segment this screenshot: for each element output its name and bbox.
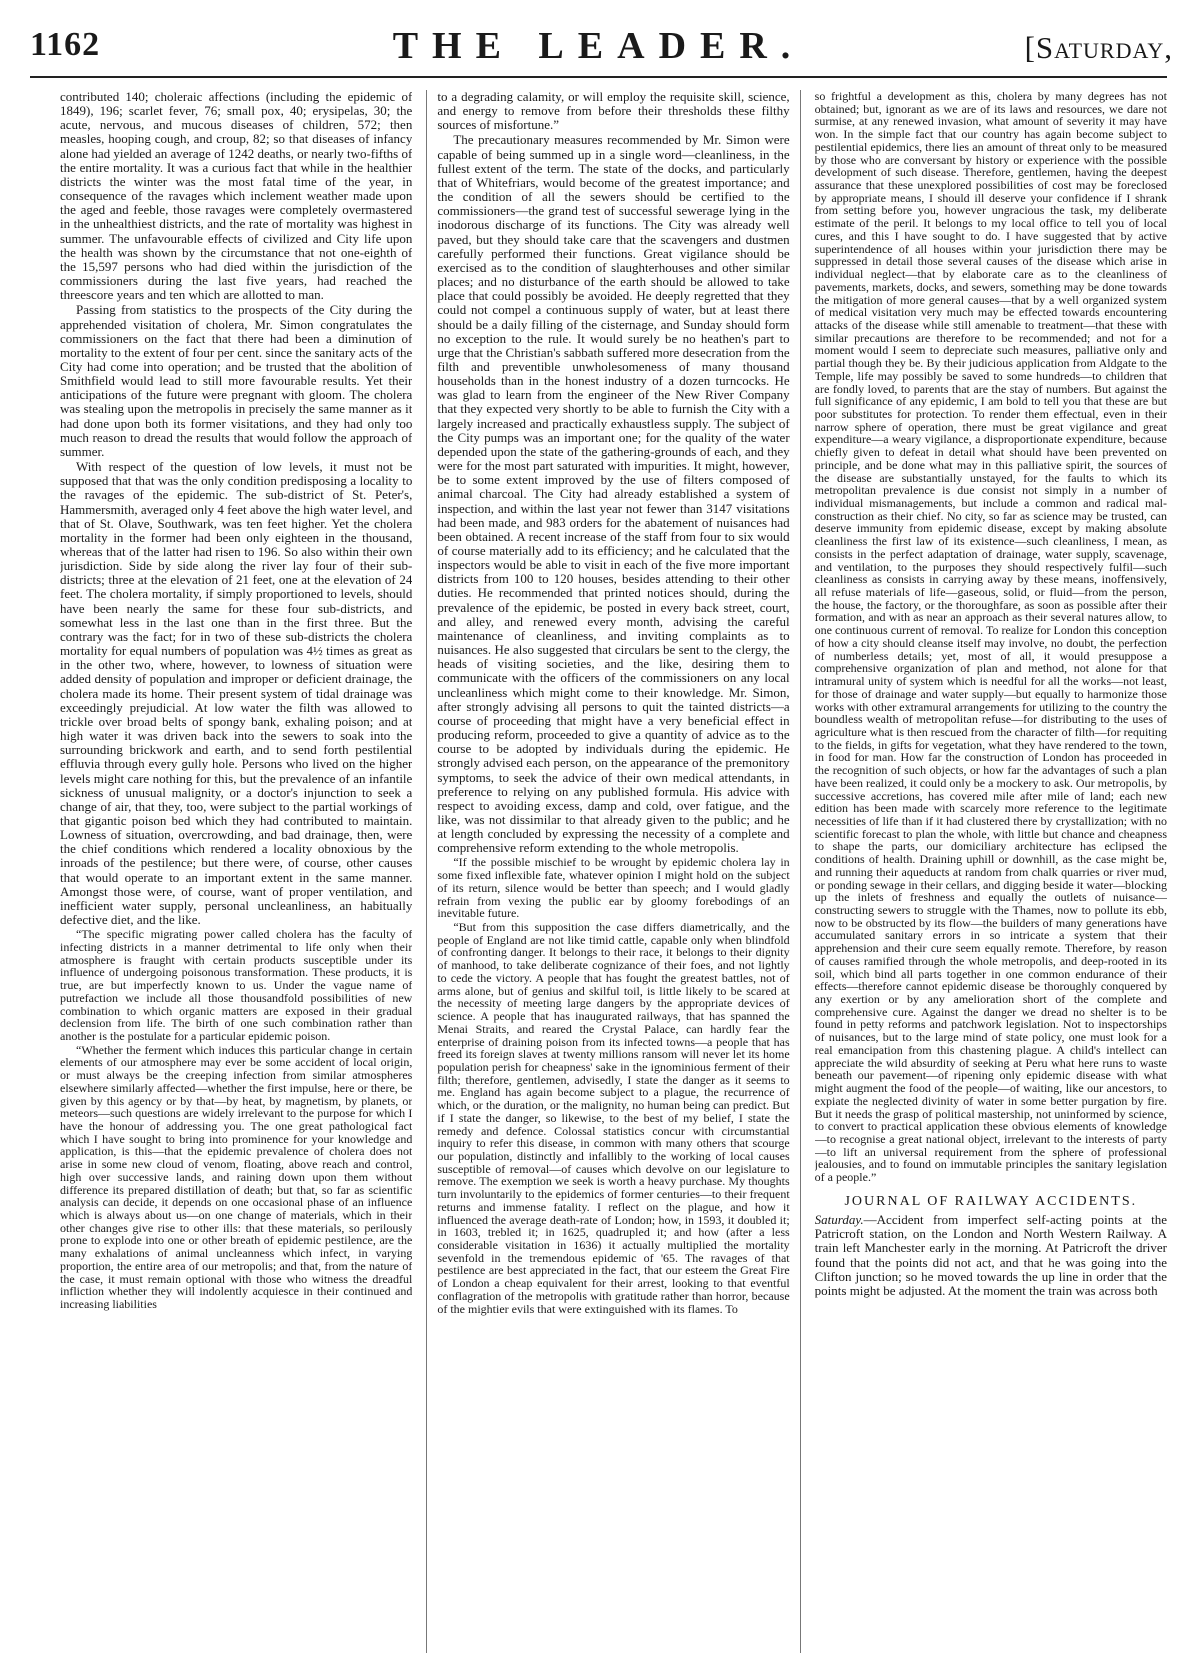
quote-paragraph: so frightful a development as this, cholera by many degrees has not obtained; but, ignorant as we are of its laws and resources, we dare not surmise, at any renewed invasion, what amount of severity it may have won. In the simple fact that our country has again become subject to pestilential epidemics, there lies an amount of threat only to be measured by those who are conversant by history or experience with the possible development of such disease. Therefore, gentlemen, having the deepest assurance that these unexplored possibilities of cost may be foreclosed by appropriate means, I should ill deserve your confidence if I shrank from setting before you, however ungracious the task, my deliberate estimate of the peril. It belongs to my local office to tell you of local cures, and this I have sought to do. I have suggested that by active superintendence of all houses within your jurisdiction there may be suppressed in detail those several causes of the disease which arise in individual neglect—that by elaborate care as to the cleanliness of pavements, markets, docks, and sewers, something may be done towards the mitigation of more general causes—that by a well organized system of medical visitation very much may be effected towards encountering attacks of the disease while still amenable to treatment—that these with similar precautions are therefore to be recommended; and not for a moment would I seem to depreciate such measures, palliative only and partial though they be. By their judicious application from Aldgate to the Temple, life may possibly be saved to some hundreds—to children that are fondly loved, to parents that are the stay of numbers. But against the full significance of any epidemic, I am bold to tell you that these are but poor substitutes for protection. To render them effectual, even in their narrow sphere of operation, there must be great vigilance and great expenditure—a weary vigilance, a disproportionate expenditure, because chiefly given to defeat in detail what should have been prevented on principle, and be done what may in this palliative spirit, the sources of the disease are substantially unstayed, for the faults to which its metropolitan prevalence is due consist not simply in a number of individual mismanagements, but include a common and radical mal-construction as their chief. No city, so far as science may be trusted, can deserve immunity from epidemic disease, except by making absolute cleanliness the first law of its existence—such cleanliness, I mean, as consists in the perfect adaptation of drainage, water supply, scavenage, and ventilation, to the purposes they should respectively fulfil—such cleanliness as consists in carrying away by these means, inoffensively, all refuse materials of life—gaseous, solid, or fluid—from the person, the house, the factory, or the thoroughfare, as soon as possible after their formation, and with as near an approach as their several natures allow, to one continuous current of removal. To realize for London this conception of how a city should cleanse itself may involve, no doubt, the perfection of numberless details; yet, most of all, it would presuppose a comprehensive organization of plan and method, not alone for that intramural unity of system which is needful for all the works—not least, for those of drainage and water supply—but equally to harmonize those works with other extramural arrangements for utilizing to the country the boundless wealth of metropolitan refuse—for distributing to the uses of agriculture what is then rescued from the character of filth—for requiting to the fields, in gifts for vegetation, what they have rendered to the town, in food for man. How far the construction of London has proceeded in the recognition of such objects, or how far the advantages of such a plan have been realized, it could only be a mockery to ask. Our metropolis, by successive accretions, has covered mile after mile of land; each new edition has been made with scarcely more reference to the legitimate necessities of life than if it had clustered there by crystallization; with no scientific forecast to plan the whole, with little but chance and cheapness to shape the parts, our domiciliary architecture has eclipsed the conditions of health. Draining uphill or downhill, as the case might be, and running their aqueducts at random from chalk quarries or river mud, or ponding sewage in their cellars, and digging beside it water—blocking up the inlets of freshness and equally the outlets of nuisance—constructing sewers to struggle with the Thames, now to pollute its ebb, now to be obstructed by its flow—the builders of many generations have accumulated sanitary errors in so intricate a system that their apprehension and their cure seem equally remote. Therefore, by reason of causes ramified through the whole metropolis, and deep-rooted in its soil, which bind all parts together in one common endurance of their effects—therefore cannot epidemic disease be thoroughly conquered by any exertion or by any amelioration short of the complete and comprehensive cure. Against the danger we dread no shelter is to be found in petty reforms and patchwork legislation. Not to inspectorships of nuisances, but to the large mind of state policy, one must look for a real emancipation from this chastening plague. A child's intellect can appreciate the wild absurdity of seeking at Peru what here runs to waste beneath our pavement—of ripening only epidemic disease with what might augment the food of the people—of waiting, like our ancestors, to expiate the neglected divinity of water in some better purgation by fire. But it needs the grasp of political mastership, not uninformed by science, to convert to practical application these obvious elements of knowledge—to recognise a great national object, irrelevant to the interests of party—to lift an universal requirement from the sphere of professional jealousies, and to found on immutable principles the sanitary legislation of a people.” [814,90,1167,1185]
railway-paragraph [815,1213,1167,1298]
quote-paragraph: “If the possible mischief to be wrought by epidemic cholera lay in some fixed inflexible fate, whatever opinion I might hold on the subject of its return, silence would be better than speech; and I would gladly refrain from vexing the public ear by gloomy forebodings of an inevitable future. [437,855,790,921]
paragraph: The precautionary measures recommended by Mr. Simon were capable of being summed up in a single word—cleanliness, in the fullest extent of the term. The state of the docks, and particularly that of Whitefriars, would become of the greatest importance; and the condition of all the sewers should be certified to the commissioners—the grand test of successful sewerage lying in the inodorous discharge of its functions. The City was already well paved, but they should take care that the scavengers and dustmen carefully performed their functions. Great vigilance should be exercised as to the condition of slaughterhouses and other similar places; and no disturbance of the earth should be allowed to take place that could possibly be avoided. He deeply regretted that they could not compel a continuous supply of water, but at least there should be a daily filling of the cisternage, and Sunday should form no exception to the rule. It would surely be no heathen's part to urge that the Christian's sabbath suffered more desecration from the filth and preventible unwholesomeness of many thousand households than in the honest industry of a dozen turncocks. He was glad to learn from the engineer of the New River Company that they expected very shortly to be able to furnish the City with a largely increased and practically exhaustless supply. The subject of the City pumps was an important one; for the quality of the water depended upon the state of the gathering-grounds of each, and they were for the most part saturated with impurities. It might, however, be to some extent improved by the use of filters composed of animal charcoal. The City had already established a system of inspection, and within the last year not fewer than 3147 visitations had been made, and 983 orders for the abatement of nuisances had been obtained. A recent increase of the staff from four to six would of course materially add to its efficiency; and he calculated that the inspectors would be able to visit in each of the five more important districts from 100 to 120 houses, besides attending to their other duties. He recommended that printed notices should, during the prevalence of the epidemic, be posted in every back street, court, and alley, and renewed every month, advising the careful maintenance of cleanliness, and inviting complaints as to nuisances. He also suggested that circulars be sent to the clergy, the heads of visiting societies, and the like, desiring them to communicate with the officers of the commissioners on any local uncleanliness which might come to their knowledge. Mr. Simon, after strongly advising all persons to quit the tainted districts—a course of proceeding that might have a very beneficial effect in producing reform, proceeded to give a quantity of advice as to the course to be adopted by individuals during the epidemic. He strongly advised each person, on the appearance of the premonitory symptoms, to seek the advice of their own medical attendants, in preference to relying on any published formula. His advice with respect to avoiding excess, damp and cold, over fatigue, and the like, was not dissimilar to that already given to the public; and he at length concluded by expressing the necessity of a complete and comprehensive reform extending to the whole metropolis. [437,132,790,856]
railway-lead: Saturday. [814,1212,864,1228]
column-left [60,90,412,1653]
page-header [24,0,1173,78]
paragraph: With respect of the question of low levels, it must not be supposed that that was the only condition predisposing a locality to the ravages of the epidemic. The sub-district of St. Peter's, Hammersmith, averaged only 4 feet above the high water level, and that of St. Olave, Southwark, was ten feet higher. Yet the cholera mortality in the former had been only eighteen in the thousand, whereas that of the latter had risen to 196. So also within their own jurisdiction. Side by side along the river lay four of their sub-districts; three at the elevation of 21 feet, one at the elevation of 24 feet. The cholera mortality, if simply proportioned to levels, should have been nearly the same for these four sub-districts, and somewhat less in the last one than in the first three. But the contrary was the fact; for in two of these sub-districts the cholera mortality for equal numbers of population was 4½ times as great as in the other two, where, however, to lowness of situation were added density of population and improper or deficient drainage, the cholera made its home. Their present system of tidal drainage was exceedingly prejudicial. At low water the filth was allowed to trickle over broad belts of spongy bank, exhaling poison; and at high water it was driven back into the sewers to soak into the surrounding brickwork and earth, and to send forth pestilential effluvia through every gully hole. Persons who lived on the higher levels might care nothing for this, but the prevalence of an infantile sickness of unusual malignity, or a doctor's injunction to seek a change of air, that they, too, were subject to the partial workings of that gigantic poison bed which they had contributed to maintain. Lowness of situation, overcrowding, and bad drainage, then, were the chief conditions which rendered a locality obnoxious by the inroads of the pestilence; but there were, of course, other causes that would operate to an important extent in the same manner. Amongst those were, of course, want of proper ventilation, and inefficient water supply, personal uncleanliness, an habitually defective diet, and the like. [60,459,413,928]
column-right [815,90,1167,1653]
paragraph: contributed 140; choleraic affections (including the epidemic of 1849), 196; scarlet fever, 76; small pox, 40; erysipelas, 30; the acute, nervous, and mucous diseases of children, 572; then measles, hooping cough, and croup, 82; so that diseases of infancy alone had yielded an average of 1242 deaths, or nearly two-fifths of the entire mortality. It was a curious fact that while in the healthier districts the winter was the most fatal time of the year, in consequence of the ravages which inclement weather made upon the aged and feeble, those ravages were completely overmastered in the unhealthiest districts, and the rate of mortality was highest in summer. The unfavourable effects of civilized and City life upon the health was shown by the circumstance that not one-eighth of the 15,597 persons who had died within the jurisdiction of the commissioners during the last five years, had reached the threescore years and ten which are allotted to man. [60,90,413,303]
quote-paragraph: “Whether the ferment which induces this particular change in certain elements of our atmosphere may ever be some accident of local origin, or must always be the creeping infection from similar atmospheres elsewhere similarly affected—whether the first impulse, here or there, be given by this agency or by that—by heat, by magnetism, by planets, or meteors—such questions are widely irrelevant to the purpose for which I have the honour of addressing you. The one great pathological fact which I have sought to bring into prominence for your knowledge and application, is this—that the epidemic prevalence of cholera does not arise in some new cloud of venom, floating, above reach and control, high over successive lands, and raining down upon them without difference its prepared distillation of death; but that, so far as scientific analysis can decide, it depends on one occasional phase of an influence which is always about us—on one change of materials, which in their other changes give rise to other ills: that these materials, so perilously prone to explode into one or other breath of epidemic pestilence, are the many exhalations of animal uncleanness which infect, in varying proportion, the entire area of our metropolis; and that, from the nature of the case, it must remain optional with those who witness the dreadful infliction whether they will indolently acquiesce in their continued and increasing liabilities [60,1042,413,1312]
railway-text: —Accident from imperfect self-acting points at the Patricroft station, on the London and North Western Railway. A train left Manchester early in the morning. At Patricroft the driver found that the points did not act, and that he was going into the Clifton junction; so he moved towards the up line in order that the points might be adjusted. At the moment the train was across both [814,1212,1167,1298]
paragraph: Passing from statistics to the prospects of the City during the apprehended visitation of cholera, Mr. Simon congratulates the commissioners on the fact that there had been a diminution of mortality to the extent of four per cent. since the sanitary acts of the City had come into operation; and be trusted that the abolition of Smithfield would lead to still more favourable results. Yet their anticipations of the future were pregnant with gloom. The cholera was stealing upon the metropolis in precisely the same manner as it had done upon both its former visitations, and they had only too much reason to dread the results that would follow the approach of summer. [60,302,413,459]
header-rule [30,76,1167,78]
column-middle [426,90,800,1653]
quote-paragraph: “But from this supposition the case differs diametrically, and the people of England are not like timid cattle, capable only when blindfold of confronting danger. It belongs to their race, it belongs to their dignity of manhood, to take deliberate cognizance of their foes, and not lightly to cede the victory. A people that has fought the greatest battles, not of arms alone, but of genius and skilful toil, is little likely to be scared at the necessity of meeting large dangers by the appropriate devices of science. A people that has inaugurated railways, that has spanned the Menai Straits, and reared the Crystal Palace, can hardly fear the enterprise of draining poison from its infected towns—a people that has freed its foreign slaves at twenty millions ransom will never let its home population perish for cheapness' sake in the ignominious ferment of their filth; therefore, gentlemen, advisedly, I state the danger as it seems to me. England has again become subject to a plague, the recurrence of which, or the duration, or the malignity, no human being can predict. But if I state the danger, so likewise, to the best of my belief, I state the remedy and defence. Colossal statistics concur with circumstantial inquiry to refer this disease, in common with many others that scourge our population, distinctly and infallibly to the working of local causes susceptible of removal—of causes which devolve on our legislature to remove. The exemption we seek is worth a heavy purchase. My thoughts turn involuntarily to the epidemics of former centuries—to their frequent returns and immense fatality. I reflect on the plague, and how it influenced the average death-rate of London; how, in 1593, it doubled it; in 1603, trebled it; in 1625, quadrupled it; and how (after a less considerable visitation in 1636) it actually multiplied the mortality sevenfold in the tremendous epidemic of '65. The ravages of that pestilence are best appreciated in the fact, that our esteem the Great Fire of London a cheap equivalent for their arrest, looking to that eventful conflagration of the metropolis with gratitude rather than horror, because of the mightier evils that were extinguished with its flames. To [437,920,790,1316]
paragraph: to a degrading calamity, or will employ the requisite skill, science, and energy to remove from before their thresholds these filthy sources of misfortune.” [437,90,790,133]
day-label: [Saturday, [1024,30,1173,65]
section-heading: JOURNAL OF RAILWAY ACCIDENTS. [844,1193,1138,1209]
masthead-title: THE LEADER. [392,25,805,67]
article-columns [60,90,1167,1653]
quote-paragraph: “The specific migrating power called cholera has the faculty of infecting districts in a manner detrimental to life only when their atmosphere is fraught with certain products susceptible under its influence of undergoing poisonous transformation. These products, it is true, are but imperfectly known to us. Under the vague name of putrefaction we include all those thousandfold possibilities of new combination to which organic matters are exposed in their gradual declension from life. The birth of one such combination rather than another is the postulate for a particular epidemic poison. [60,927,413,1043]
page-number: 1162 [30,26,101,63]
